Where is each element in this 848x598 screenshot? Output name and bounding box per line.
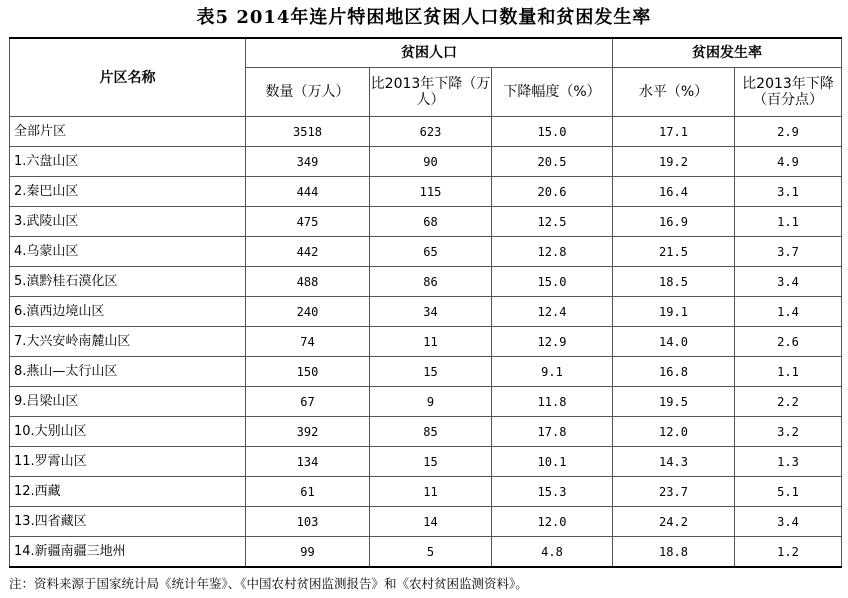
rate-decrease-cell: 2.9 <box>735 117 842 147</box>
decrease-pct-cell: 15.0 <box>492 267 613 297</box>
rate-decrease-cell: 5.1 <box>735 477 842 507</box>
region-name-cell: 8.燕山—太行山区 <box>10 357 246 387</box>
rate-decrease-cell: 1.1 <box>735 207 842 237</box>
decrease-cell: 85 <box>370 417 492 447</box>
decrease-cell: 65 <box>370 237 492 267</box>
table-row <box>10 117 842 147</box>
rate-decrease-cell: 1.2 <box>735 537 842 568</box>
decrease-pct-cell: 20.5 <box>492 147 613 177</box>
count-cell: 134 <box>246 447 370 477</box>
level-cell: 14.3 <box>613 447 735 477</box>
region-name-cell: 14.新疆南疆三地州 <box>10 537 246 568</box>
decrease-pct-cell: 15.3 <box>492 477 613 507</box>
count-cell: 67 <box>246 387 370 417</box>
decrease-pct-cell: 15.0 <box>492 117 613 147</box>
header-group-poor-population: 贫困人口 <box>246 38 613 68</box>
table-row <box>10 147 842 177</box>
decrease-cell: 86 <box>370 267 492 297</box>
decrease-pct-cell: 9.1 <box>492 357 613 387</box>
level-cell: 18.5 <box>613 267 735 297</box>
count-cell: 61 <box>246 477 370 507</box>
count-cell: 442 <box>246 237 370 267</box>
decrease-pct-cell: 12.8 <box>492 237 613 267</box>
header-level: 水平（%） <box>613 68 735 117</box>
count-cell: 74 <box>246 327 370 357</box>
table-row <box>10 357 842 387</box>
rate-decrease-cell: 3.7 <box>735 237 842 267</box>
table-row <box>10 447 842 477</box>
region-name-cell: 6.滇西边境山区 <box>10 297 246 327</box>
level-cell: 24.2 <box>613 507 735 537</box>
decrease-cell: 34 <box>370 297 492 327</box>
table-row <box>10 297 842 327</box>
decrease-pct-cell: 17.8 <box>492 417 613 447</box>
region-name-cell: 1.六盘山区 <box>10 147 246 177</box>
count-cell: 488 <box>246 267 370 297</box>
header-decrease: 比2013年下降（万人） <box>370 68 492 117</box>
decrease-cell: 9 <box>370 387 492 417</box>
decrease-cell: 623 <box>370 117 492 147</box>
region-name-cell: 11.罗霄山区 <box>10 447 246 477</box>
region-name-cell: 4.乌蒙山区 <box>10 237 246 267</box>
rate-decrease-cell: 2.2 <box>735 387 842 417</box>
count-cell: 99 <box>246 537 370 568</box>
table-row <box>10 387 842 417</box>
decrease-pct-cell: 12.0 <box>492 507 613 537</box>
header-group-poverty-rate: 贫困发生率 <box>613 38 842 68</box>
level-cell: 14.0 <box>613 327 735 357</box>
table-row <box>10 507 842 537</box>
level-cell: 19.5 <box>613 387 735 417</box>
rate-decrease-cell: 2.6 <box>735 327 842 357</box>
header-decrease-pct: 下降幅度（%） <box>492 68 613 117</box>
poverty-table <box>9 37 842 568</box>
rate-decrease-cell: 3.2 <box>735 417 842 447</box>
region-name-cell: 13.四省藏区 <box>10 507 246 537</box>
rate-decrease-cell: 3.4 <box>735 507 842 537</box>
level-cell: 16.4 <box>613 177 735 207</box>
table-header <box>10 38 842 117</box>
header-count: 数量（万人） <box>246 68 370 117</box>
decrease-cell: 11 <box>370 327 492 357</box>
count-cell: 150 <box>246 357 370 387</box>
region-name-cell: 10.大别山区 <box>10 417 246 447</box>
region-name-cell: 全部片区 <box>10 117 246 147</box>
rate-decrease-cell: 3.4 <box>735 267 842 297</box>
header-rate-decrease: 比2013年下降（百分点） <box>735 68 842 117</box>
count-cell: 3518 <box>246 117 370 147</box>
decrease-cell: 90 <box>370 147 492 177</box>
rate-decrease-cell: 1.1 <box>735 357 842 387</box>
region-name-cell: 7.大兴安岭南麓山区 <box>10 327 246 357</box>
decrease-pct-cell: 12.5 <box>492 207 613 237</box>
count-cell: 103 <box>246 507 370 537</box>
count-cell: 475 <box>246 207 370 237</box>
decrease-cell: 68 <box>370 207 492 237</box>
table-row <box>10 417 842 447</box>
table-row <box>10 207 842 237</box>
region-name-cell: 2.秦巴山区 <box>10 177 246 207</box>
table-row <box>10 177 842 207</box>
decrease-pct-cell: 20.6 <box>492 177 613 207</box>
decrease-cell: 11 <box>370 477 492 507</box>
count-cell: 240 <box>246 297 370 327</box>
level-cell: 16.9 <box>613 207 735 237</box>
decrease-cell: 5 <box>370 537 492 568</box>
decrease-cell: 15 <box>370 447 492 477</box>
level-cell: 17.1 <box>613 117 735 147</box>
rate-decrease-cell: 3.1 <box>735 177 842 207</box>
source-note: 注：资料来源于国家统计局《统计年鉴》、《中国农村贫困监测报告》和《农村贫困监测资料》。 <box>9 576 528 591</box>
table-row <box>10 477 842 507</box>
table-row <box>10 237 842 267</box>
region-name-cell: 12.西藏 <box>10 477 246 507</box>
decrease-cell: 15 <box>370 357 492 387</box>
header-region: 片区名称 <box>10 38 246 117</box>
rate-decrease-cell: 1.4 <box>735 297 842 327</box>
decrease-pct-cell: 4.8 <box>492 537 613 568</box>
table-title: 表5 2014年连片特困地区贫困人口数量和贫困发生率 <box>196 7 652 28</box>
decrease-pct-cell: 11.8 <box>492 387 613 417</box>
decrease-pct-cell: 10.1 <box>492 447 613 477</box>
count-cell: 349 <box>246 147 370 177</box>
decrease-pct-cell: 12.9 <box>492 327 613 357</box>
level-cell: 21.5 <box>613 237 735 267</box>
decrease-cell: 14 <box>370 507 492 537</box>
table-row <box>10 267 842 297</box>
level-cell: 16.8 <box>613 357 735 387</box>
rate-decrease-cell: 4.9 <box>735 147 842 177</box>
region-name-cell: 9.吕梁山区 <box>10 387 246 417</box>
decrease-cell: 115 <box>370 177 492 207</box>
level-cell: 19.2 <box>613 147 735 177</box>
table-body <box>10 117 842 568</box>
level-cell: 23.7 <box>613 477 735 507</box>
table-row <box>10 537 842 568</box>
level-cell: 18.8 <box>613 537 735 568</box>
level-cell: 12.0 <box>613 417 735 447</box>
decrease-pct-cell: 12.4 <box>492 297 613 327</box>
region-name-cell: 3.武陵山区 <box>10 207 246 237</box>
count-cell: 392 <box>246 417 370 447</box>
rate-decrease-cell: 1.3 <box>735 447 842 477</box>
region-name-cell: 5.滇黔桂石漠化区 <box>10 267 246 297</box>
level-cell: 19.1 <box>613 297 735 327</box>
table-row <box>10 327 842 357</box>
count-cell: 444 <box>246 177 370 207</box>
